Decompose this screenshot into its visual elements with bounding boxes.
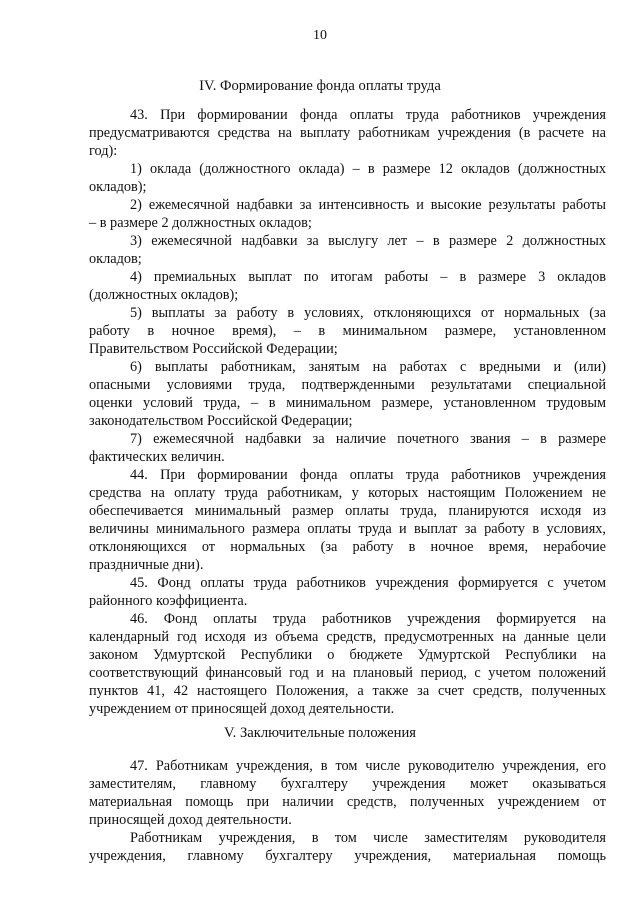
- text-line: 2) ежемесячной надбавки за интенсивность и высокие результаты работы: [130, 197, 606, 213]
- text-line: 47. Работникам учреждения, в том числе руководителю учреждения, его: [130, 758, 606, 774]
- text-line: величины минимального размера оплаты труда и выплат за работу в условиях,: [89, 521, 606, 537]
- text-line: материальная помощь при наличии средств, полученных учреждением от: [89, 794, 606, 810]
- text-line: календарный год исходя из объема средств, предусмотренных на данные цели: [89, 629, 606, 645]
- text-line: опасными условиями труда, подтвержденными результатами специальной: [89, 377, 606, 393]
- text-line: приносящей доход деятельности.: [89, 812, 292, 828]
- text-line: 5) выплаты за работу в условиях, отклоняющихся от нормальных (за: [130, 305, 606, 321]
- text-line: законодательством Российской Федерации;: [89, 413, 353, 429]
- section-4-title: IV. Формирование фонда оплаты труда: [199, 78, 441, 94]
- text-line: фактических величин.: [89, 449, 225, 465]
- text-line: окладов);: [89, 179, 147, 195]
- text-line: заместителям, главному бухгалтеру учреждения может оказываться: [89, 776, 606, 792]
- text-line: соответствующий финансовый год и на плановый период, с учетом положений: [89, 665, 606, 681]
- text-line: работу в ночное время), – в минимальном размере, установленном: [89, 323, 606, 339]
- text-line: год):: [89, 143, 118, 159]
- text-line: 3) ежемесячной надбавки за выслугу лет – в размере 2 должностных: [130, 233, 606, 249]
- text-line: – в размере 2 должностных окладов;: [89, 215, 312, 231]
- text-line: 7) ежемесячной надбавки за наличие почетного звания – в размере: [130, 431, 606, 447]
- text-line: (должностных окладов);: [89, 287, 239, 303]
- text-line: законом Удмуртской Республики о бюджете Удмуртской Республики на: [89, 647, 606, 663]
- text-line: 43. При формировании фонда оплаты труда работников учреждения: [130, 107, 606, 123]
- text-line: обеспечивается минимальный размер оплаты труда, планируются исходя из: [89, 503, 606, 519]
- section-5-title: V. Заключительные положения: [224, 725, 416, 741]
- text-line: оценки условий труда, – в минимальном размере, установленном трудовым: [89, 395, 606, 411]
- page-number: 10: [313, 28, 327, 43]
- text-line: пунктов 41, 42 настоящего Положения, а также за счет средств, полученных: [89, 683, 606, 699]
- section-5-body: [89, 757, 606, 865]
- text-line: 44. При формировании фонда оплаты труда работников учреждения: [130, 467, 606, 483]
- text-line: окладов;: [89, 251, 142, 267]
- text-line: 45. Фонд оплаты труда работников учреждения формируется с учетом: [130, 575, 606, 591]
- text-line: 46. Фонд оплаты труда работников учреждения формируется на: [130, 611, 606, 627]
- text-line: Работникам учреждения, в том числе заместителям руководителя: [130, 830, 606, 846]
- text-line: 4) премиальных выплат по итогам работы – в размере 3 окладов: [130, 269, 606, 285]
- text-line: праздничные дни).: [89, 557, 204, 573]
- text-line: предусматриваются средства на выплату работникам учреждения (в расчете на: [89, 125, 606, 141]
- text-line: учреждением от приносящей доход деятельности.: [89, 701, 395, 717]
- text-line: средства на оплату труда работникам, у которых настоящим Положением не: [89, 485, 606, 501]
- text-line: Правительством Российской Федерации;: [89, 341, 338, 357]
- section-4-body: [89, 106, 606, 718]
- text-line: учреждения, главному бухгалтеру учреждения, материальная помощь: [89, 848, 606, 864]
- text-line: 6) выплаты работникам, занятым на работах с вредными и (или): [130, 359, 606, 375]
- text-line: 1) оклада (должностного оклада) – в размере 12 окладов (должностных: [130, 161, 606, 177]
- text-line: районного коэффициента.: [89, 593, 248, 609]
- text-line: отклоняющихся от нормальных (за работу в ночное время, нерабочие: [89, 539, 606, 555]
